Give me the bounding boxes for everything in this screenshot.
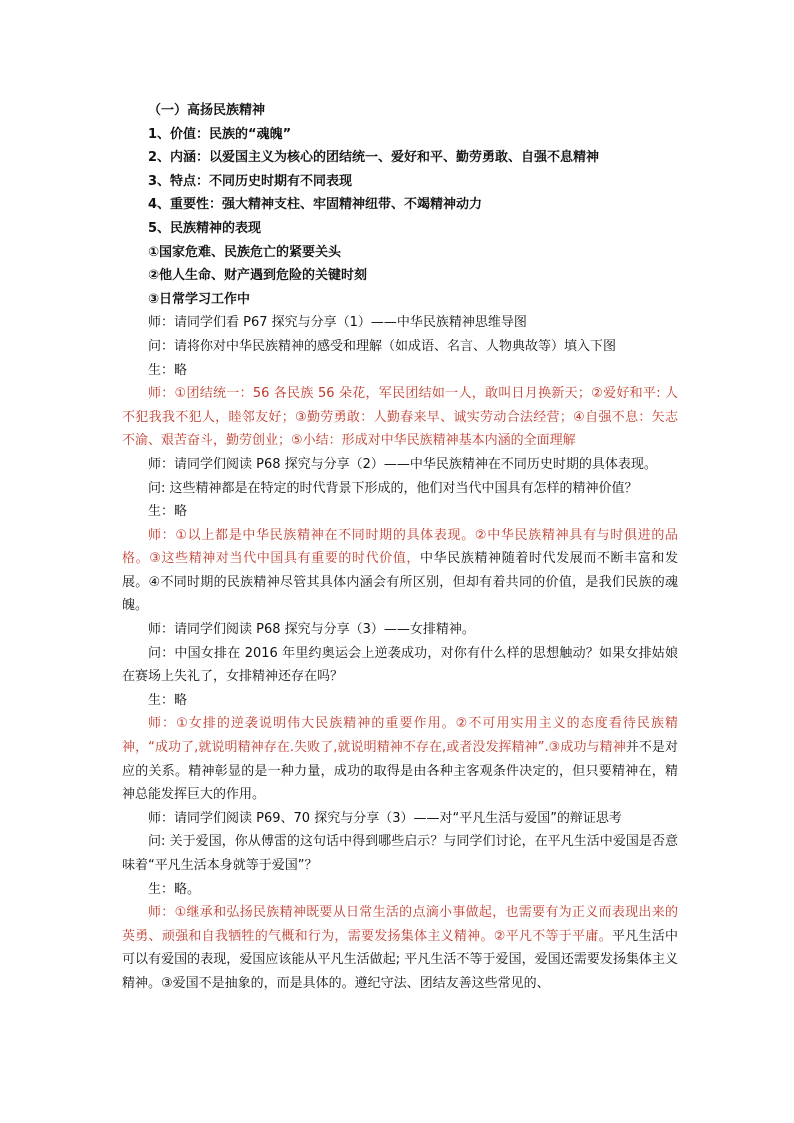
answer-dark-part: 中华民族精神随着时代发展而不断丰富和发展。④不同时期的民族精神尽管其具体内涵会有所区别，但却有着共同的价值，是我们民族的魂魄。 [122, 551, 678, 614]
student-line: 生：略 [148, 504, 188, 520]
section-heading: （一）高扬民族精神 [148, 103, 266, 118]
teacher-line: 师：请同学们阅读 P68 探究与分享（2）——中华民族精神在不同历史时期的具体表现。 [148, 456, 657, 472]
expression-item-3: ③日常学习工作中 [148, 291, 251, 307]
answer-red-part: 师：①继承和弘扬民族精神既要从日常生活的点滴小事做起，也需要有为正义而表现出来的英勇、顽强和自我牺牲的气概和行为，需要发扬集体主义精神。②平凡不等于平庸。 [122, 905, 678, 944]
answer-red-part: 师：①女排的逆袭说明伟大民族精神的重要作用。②不可用实用主义的态度看待民族精神，“成功了,就说明精神存在.失败了,就说明精神不存在,或者没发挥精神”.③成功与精神 [122, 716, 678, 756]
teacher-line: 师：请同学们看 P67 探究与分享（1）——中华民族精神思维导图 [148, 315, 527, 331]
student-line: 生：略 [148, 692, 188, 708]
point-feature: 3、特点：不同历史时期有不同表现 [148, 173, 353, 189]
student-line: 生：略。 [148, 881, 201, 897]
question-paragraph: 问: 关于爱国，你从傅雷的这句话中得到哪些启示？与同学们讨论，在平凡生活中爱国是否意味着“平凡生活本身就等于爱国”？ [122, 834, 678, 873]
teacher-answer [122, 901, 678, 995]
point-expression: 5、民族精神的表现 [148, 220, 262, 236]
teacher-answer: 师：①团结统一：56 各民族 56 朵花，军民团结如一人，敢叫日月换新天；②爱好和平: 人不犯我我不犯人，睦邻友好；③勤劳勇敢：人勤春来早、诚实劳动合法经营；④自强不息：矢志不渝、艰苦奋斗，勤劳创业；⑤小结：形成对中华民族精神基本内涵的全面理解 [122, 386, 678, 449]
teacher-line: 师：请同学们阅读 P69、70 探究与分享（3）——对“平凡生活与爱国”的辩证思考 [148, 810, 622, 826]
point-importance: 4、重要性：强大精神支柱、牢固精神纽带、不竭精神动力 [148, 197, 483, 213]
point-connotation: 2、内涵：以爱国主义为核心的团结统一、爱好和平、勤劳勇敢、自强不息精神 [148, 150, 600, 166]
expression-item-2: ②他人生命、财产遇到危险的关键时刻 [148, 268, 368, 284]
teacher-answer [122, 524, 678, 618]
document-body [122, 99, 678, 996]
answer-dark-part: 并不是对应的关系。精神彰显的是一种力量，成功的取得是由各种主客观条件决定的，但只要精神在，精神总能发挥巨大的作用。 [122, 740, 678, 803]
teacher-line: 师：请同学们阅读 P68 探究与分享（3）——女排精神。 [148, 622, 475, 638]
question-line: 问: 这些精神都是在特定的时代背景下形成的，他们对当代中国具有怎样的精神价值？ [148, 480, 638, 496]
answer-dark-part: 平凡生活中可以有爱国的表现，爱国应该能从平凡生活做起; 平凡生活不等于爱国，爱国还需要发扬集体主义精神。③爱国不是抽象的，而是具体的。遵纪守法、团结友善这些常见的、 [122, 928, 678, 991]
student-line: 生：略 [148, 362, 188, 378]
question-line: 问：请将你对中华民族精神的感受和理解（如成语、名言、人物典故等）填入下图 [148, 338, 617, 354]
point-value: 1、价值：民族的“魂魄” [148, 126, 292, 142]
answer-red-part: 师：①以上都是中华民族精神在不同时期的具体表现。②中华民族精神具有与时俱进的品格。③这些精神对当代中国具有重要的时代价值， [122, 527, 678, 567]
question-paragraph: 问：中国女排在 2016 年里约奥运会上逆袭成功，对你有什么样的思想触动？如果女排姑娘在赛场上失礼了，女排精神还存在吗？ [122, 645, 678, 685]
teacher-answer [122, 712, 678, 806]
expression-item-1: ①国家危难、民族危亡的紧要关头 [148, 244, 342, 260]
